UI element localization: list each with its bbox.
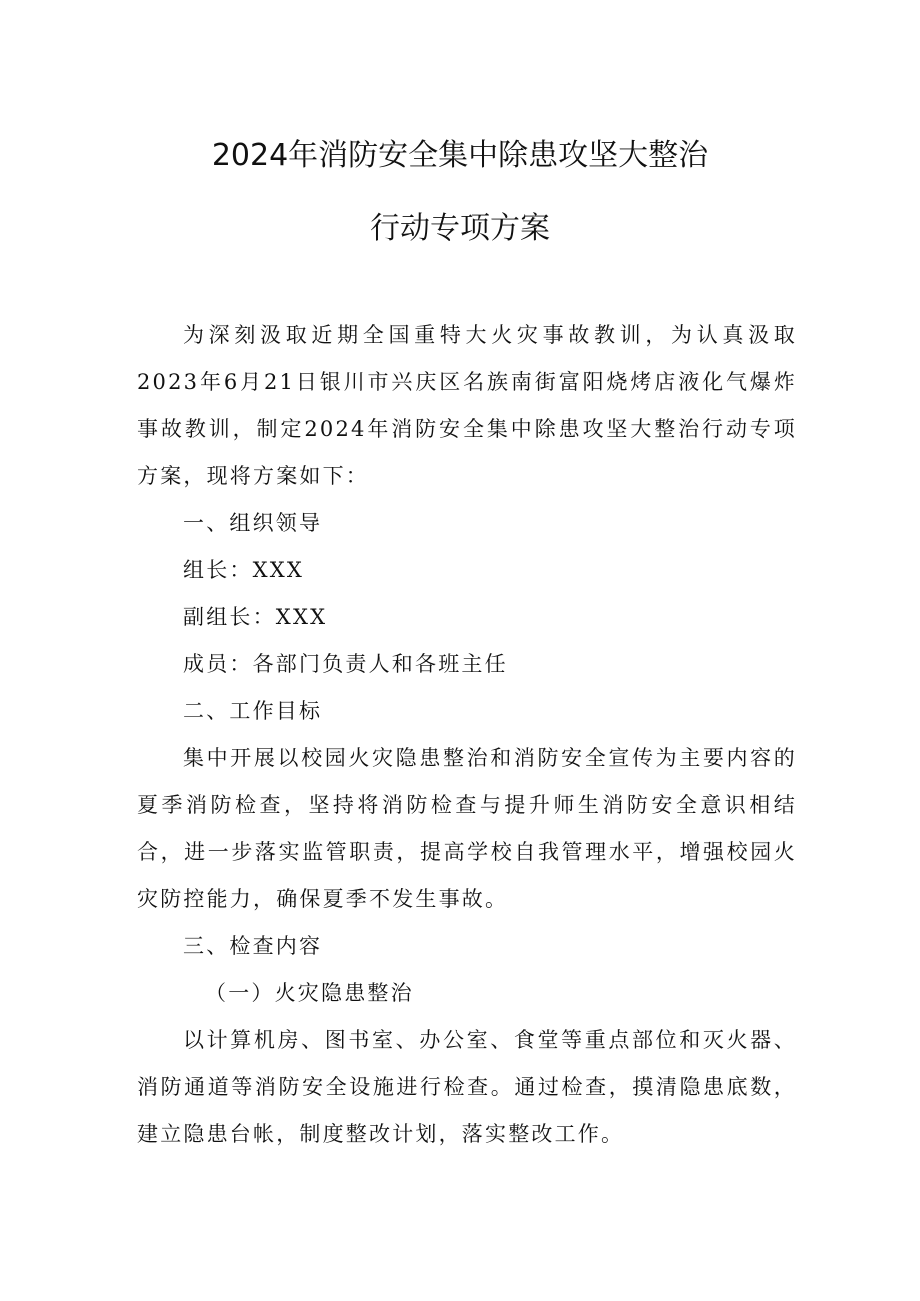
- document-body: [137, 312, 797, 1158]
- section-heading-goals: 二、工作目标: [183, 699, 323, 723]
- team-members: 成员：各部门负责人和各班主任: [183, 652, 508, 676]
- section-heading-inspection: 三、检查内容: [183, 934, 323, 958]
- inspection-paragraph: 以计算机房、图书室、办公室、食堂等重点部位和灭火器、消防通道等消防安全设施进行检查。通过检查，摸清隐患底数，建立隐患台帐，制度整改计划，落实整改工作。: [137, 1028, 797, 1146]
- subsection-heading-hazard-rectification: （一）火灾隐患整治: [205, 981, 414, 1005]
- goals-paragraph: 集中开展以校园火灾隐患整治和消防安全宣传为主要内容的夏季消防检查，坚持将消防检查与提升师生消防安全意识相结合，进一步落实监管职责，提高学校自我管理水平，增强校园火灾防控能力，确保夏季不发生事故。: [137, 746, 797, 911]
- intro-paragraph: 为深刻汲取近期全国重特大火灾事故教训，为认真汲取2023年6月21日银川市兴庆区名族南街富阳烧烤店液化气爆炸事故教训，制定2024年消防安全集中除患攻坚大整治行动专项方案，现将方案如下：: [137, 323, 797, 488]
- team-leader: 组长：XXX: [183, 558, 305, 582]
- document-title-line-2: 行动专项方案: [370, 211, 550, 246]
- document-title-line-1: 2024年消防安全集中除患攻坚大整治: [211, 138, 709, 173]
- section-heading-organization: 一、组织领导: [183, 511, 323, 535]
- deputy-team-leader: 副组长：XXX: [183, 605, 328, 629]
